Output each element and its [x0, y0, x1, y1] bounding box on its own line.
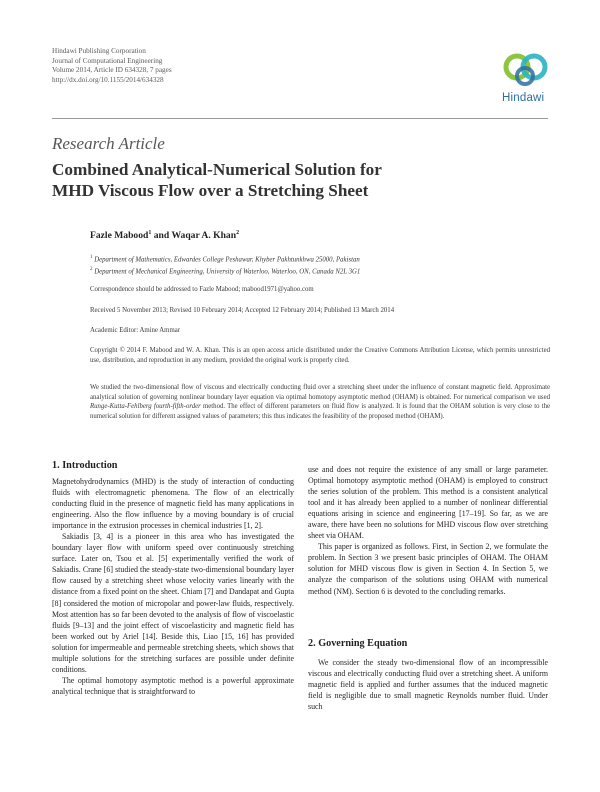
- section-heading-governing-equation: 2. Governing Equation: [308, 638, 408, 649]
- affiliation-text: Department of Mechanical Engineering, University of Waterloo, Waterloo, ON, Canada N2L 3G1: [94, 268, 361, 276]
- paragraph: Sakiadis [3, 4] is a pioneer in this area who has investigated the boundary layer flow with uniform speed over continuously stretching surface. Later on, Tsou et al. [5] experimentally verified the work of Sakiadis. Crane [6] studied the steady-state two-dimensional boundary layer flow caused by a stretching sheet whose velocity varies linearly with the distance from a fixed point on the sheet. Chiam [7] and Dandapat and Gupta [8] considered the motion of micropolar and power-law fluids, respectively. Most attention has so far been devoted to the analysis of flow of viscoelastic fluids [9–13] and the joint effect of viscoelasticity and magnetic field has been worked out by Ariel [14]. Beside this, Liao [15, 16] has provided solution for impermeable and permeable stretching sheets, which shows that multiple solutions for the stretching surfaces are possible under definite conditions.: [52, 532, 294, 674]
- author-conjunction: and: [151, 230, 172, 242]
- abstract: [90, 383, 550, 421]
- doi-link[interactable]: http://dx.doi.org/10.1155/2014/634328: [52, 75, 164, 84]
- article-dates: Received 5 November 2013; Revised 10 February 2014; Accepted 12 February 2014; Published 13 March 2014: [90, 307, 395, 314]
- affiliation-sup: 2: [90, 267, 93, 272]
- logo-text: Hindawi: [502, 92, 545, 104]
- correspondence: Correspondence should be addressed to Fazle Mabood; mabood1971@yahoo.com: [90, 286, 314, 293]
- hindawi-logo: [496, 46, 556, 108]
- copyright-notice: Copyright © 2014 F. Mabood and W. A. Khan. This is an open access article distributed under the Creative Commons Attribution License, which permits unrestricted use, distribution, and reproduction in any medium, provided the original work is properly cited.: [90, 347, 550, 364]
- title-line: MHD Viscous Flow over a Stretching Sheet: [52, 181, 369, 200]
- abstract-text: method. The effect of different parameters on fluid flow is analyzed. It is found that the OHAM solution is very close to the numerical solution for different assigned values of parameters; this thus indicates the feasibility of the proposed method (OHAM).: [90, 403, 550, 420]
- author-sup: 1: [148, 230, 152, 236]
- abstract-method: Runge-Kutta-Fehlberg fourth-fifth-order: [90, 403, 201, 411]
- section-heading-introduction: 1. Introduction: [52, 460, 118, 471]
- affiliation-2: [90, 265, 550, 277]
- paragraph: The optimal homotopy asymptotic method is a powerful approximate analytical technique that is straightforward to: [52, 675, 294, 696]
- article-title: [52, 159, 512, 201]
- academic-editor: Academic Editor: Amine Ammar: [90, 327, 181, 334]
- abstract-text: We studied the two-dimensional flow of viscous and electrically conducting fluid over a stretching sheet under the influence of constant magnetic field. Approximate analytical solution of governing nonlinear boundary layer equation via optimal homotopy asymptotic method (OHAM) is obtained. For numerical comparison we used: [90, 384, 550, 401]
- right-column-bottom: [308, 657, 548, 712]
- volume-info: Volume 2014, Article ID 634328, 7 pages: [52, 66, 172, 75]
- author-name: Waqar A. Khan: [171, 230, 237, 242]
- author-sup: 2: [236, 230, 240, 236]
- journal-header: [52, 47, 172, 85]
- right-column-top: [308, 464, 548, 597]
- affiliation-sup: 1: [90, 255, 93, 260]
- affiliation-text: Department of Mathematics, Edwardes College Peshawar, Khyber Pakhtunkhwa 25000, Pakistan: [94, 256, 360, 264]
- author-name: Fazle Mabood: [90, 230, 149, 242]
- paragraph: Magnetohydrodynamics (MHD) is the study of interaction of conducting fluids with electromagnetic phenomena. The flow of an electrically conducting fluid in the presence of magnetic field has many applications in engineering. Also the flow influence by a moving boundary is of crucial importance in the extrusion processes in chemical industries [1, 2].: [52, 477, 294, 531]
- author-list: [90, 230, 239, 241]
- journal-name: Journal of Computational Engineering: [52, 56, 163, 65]
- affiliation-1: [90, 253, 550, 265]
- paragraph: We consider the steady two-dimensional flow of an incompressible viscous and electrically conducting fluid over a stretching sheet. A uniform magnetic field is applied and further assumes that the induced magnetic field is negligible due to small magnetic Reynolds number fluid. Under such: [308, 658, 548, 712]
- header-divider: [52, 118, 548, 119]
- paragraph: use and does not require the existence of any small or large parameter. Optimal homotopy asymptotic method (OHAM) is employed to construct the series solution of the problem. This method is a consistent analytical tool and it has already been applied to a number of nonlinear differential equations arising in science and engineering [17–19]. So far, as we are aware, there have been no solutions for MHD viscous flow over stretching sheet via OHAM.: [308, 465, 548, 541]
- publisher: Hindawi Publishing Corporation: [52, 47, 146, 55]
- article-type: Research Article: [52, 134, 165, 153]
- hindawi-logo-icon: [496, 46, 556, 92]
- left-column: [52, 476, 294, 697]
- paragraph: This paper is organized as follows. First, in Section 2, we formulate the problem. In Section 3 we present basic principles of OHAM. The OHAM solution for MHD viscous flow is given in Section 4. In Section 5, we analyze the comparison of the solutions using OHAM with numerical method (NM). Section 6 is devoted to the concluding remarks.: [308, 542, 548, 596]
- title-line: Combined Analytical-Numerical Solution for: [52, 160, 382, 179]
